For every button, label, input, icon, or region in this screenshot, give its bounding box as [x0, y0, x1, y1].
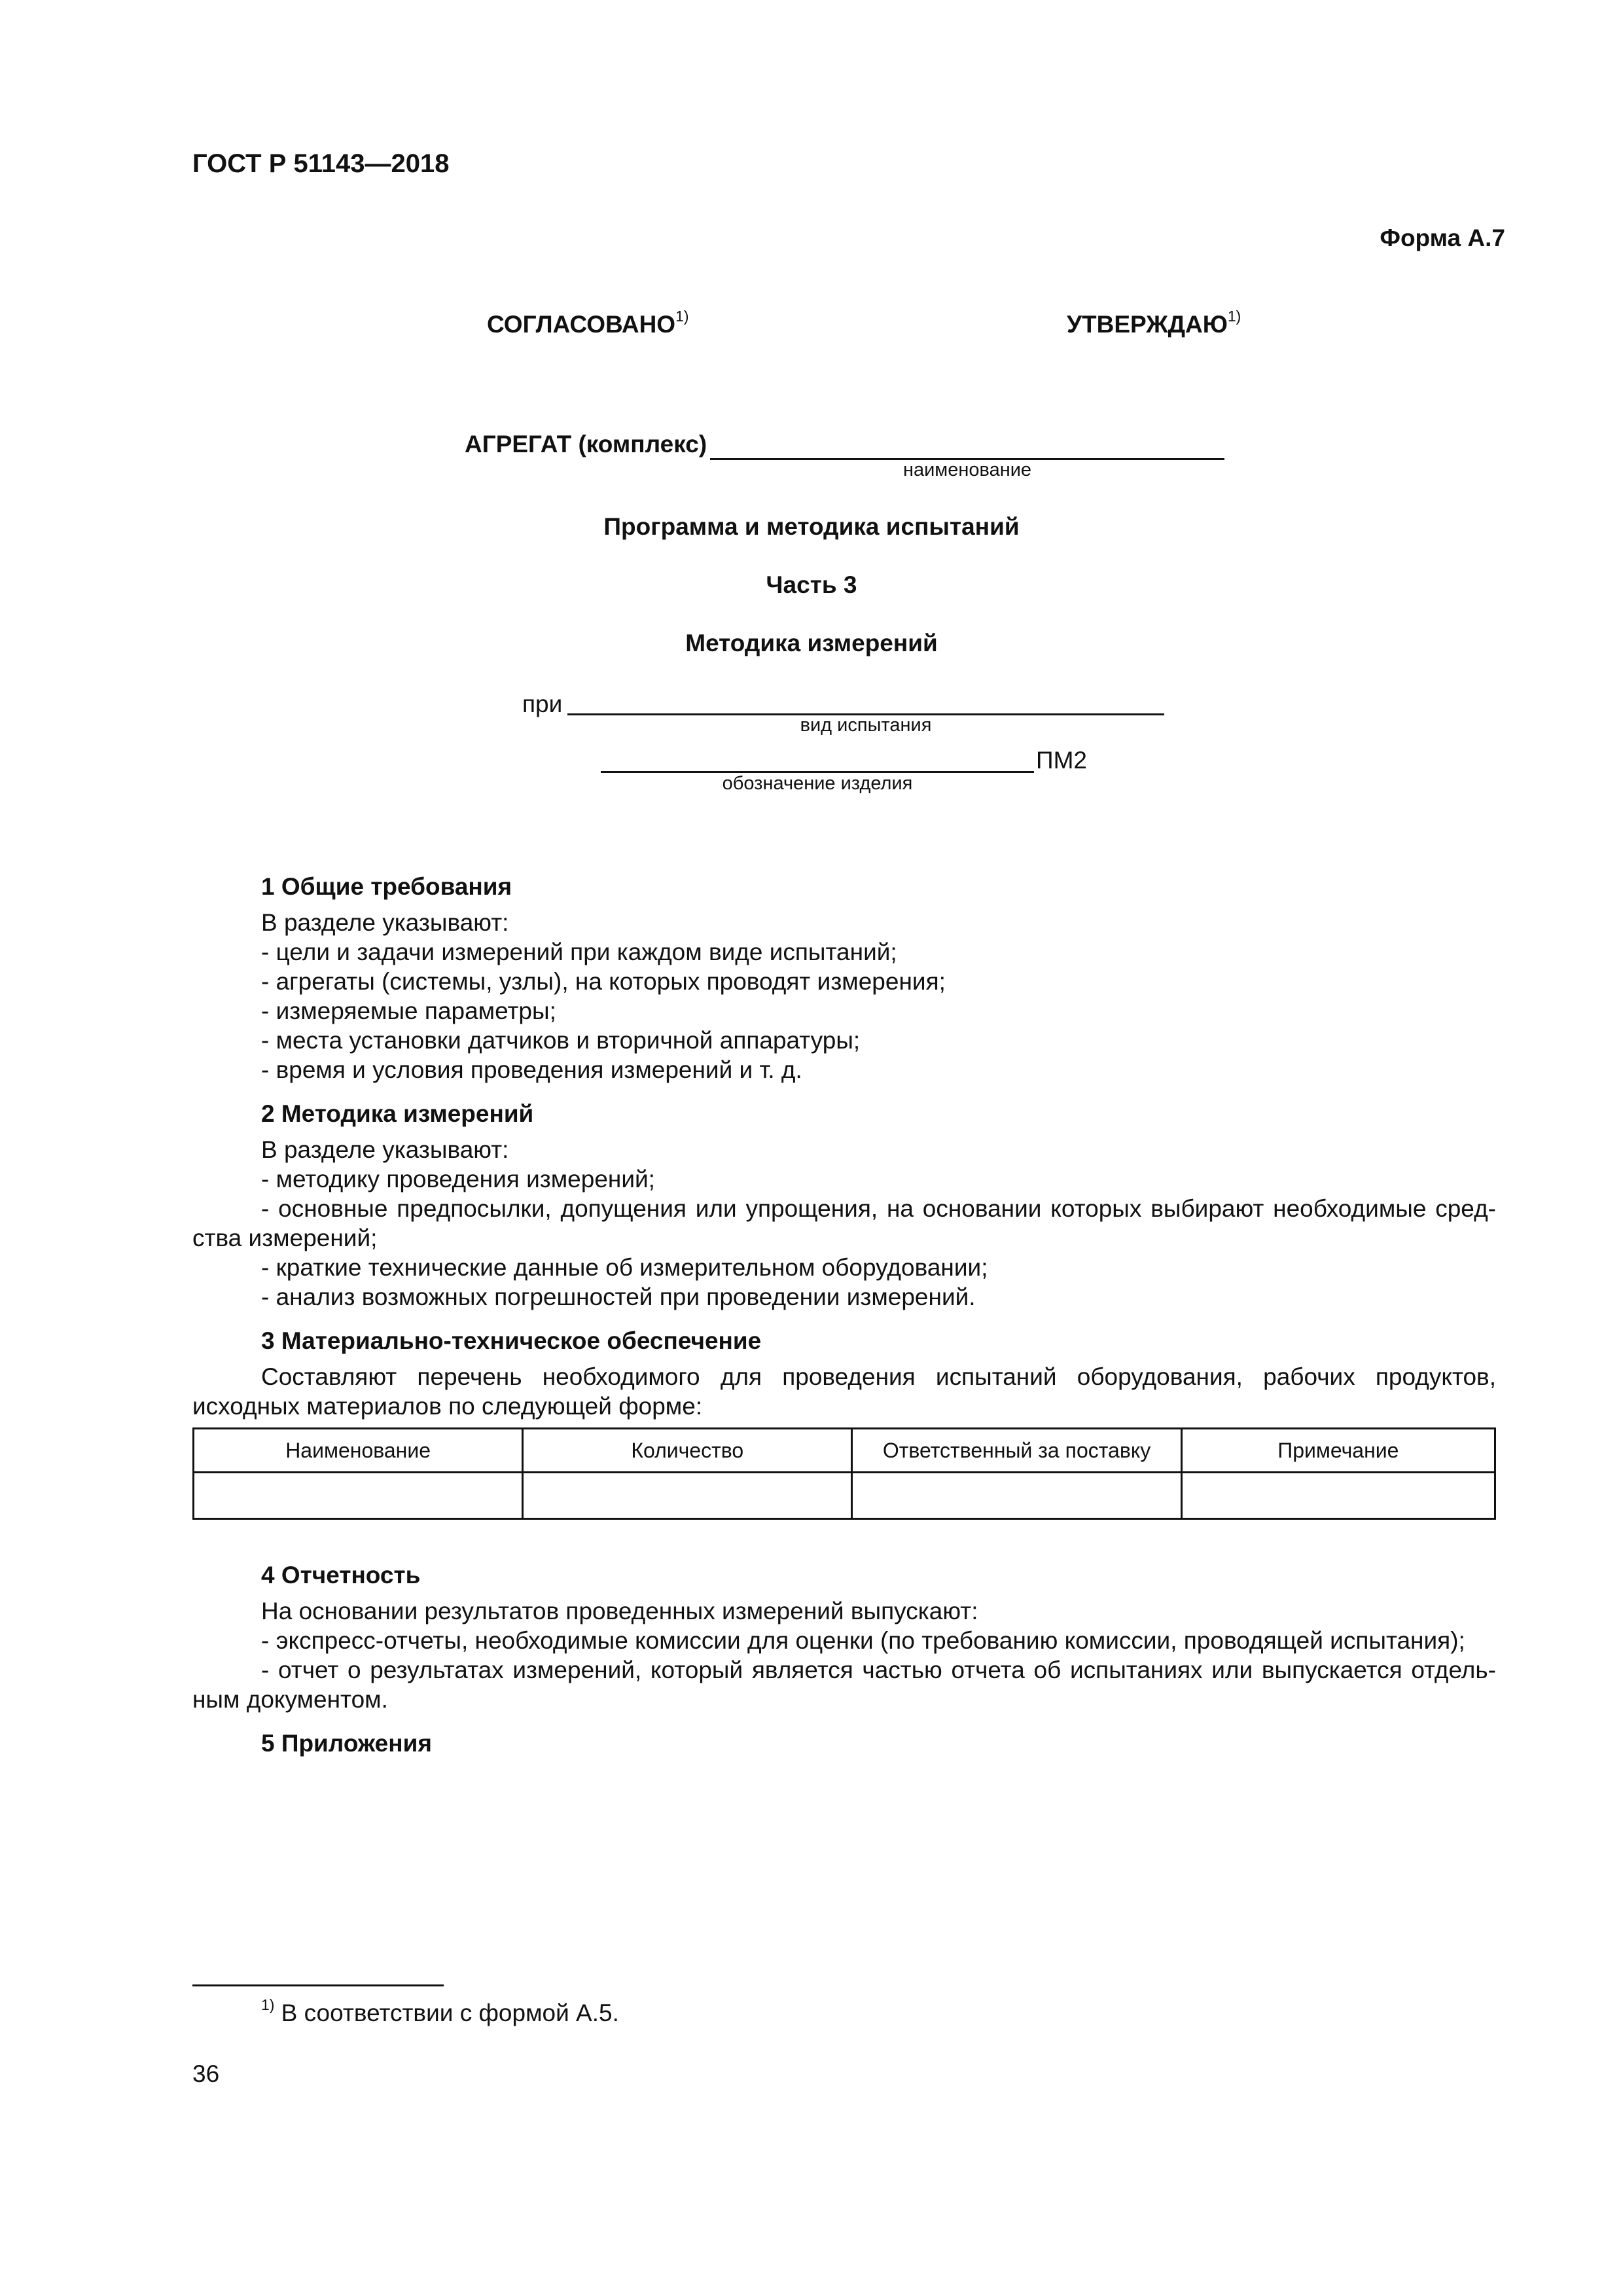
section-4-heading: 4 Отчетность [261, 1562, 421, 1588]
table-header-row [194, 1429, 1495, 1473]
list-item: - краткие технические данные об измерительном оборудовании; [261, 1254, 988, 1281]
section-1-intro: В разделе указывают: [261, 909, 509, 936]
table-cell [852, 1473, 1181, 1519]
column-header-note: Примечание [1181, 1429, 1495, 1473]
list-item: - анализ возможных погрешностей при проведении измерений. [261, 1283, 976, 1310]
page-number: 36 [192, 2060, 220, 2087]
list-item: - время и условия проведения измерений и т. д. [261, 1056, 802, 1083]
list-item: - экспресс-отчеты, необходимые комиссии для оценки (по требованию комиссии, проводящей испытания); [261, 1627, 1465, 1654]
table-cell [1181, 1473, 1495, 1519]
section-3-heading: 3 Материально-техническое обеспечение [261, 1327, 762, 1354]
product-designation-hint: обозначение изделия [722, 773, 913, 794]
table-cell [194, 1473, 523, 1519]
approved-label: УТВЕРЖДАЮ [1067, 311, 1228, 338]
section-1-heading: 1 Общие требования [261, 873, 512, 900]
column-header-quantity: Количество [523, 1429, 852, 1473]
list-item: - измеряемые параметры; [261, 997, 556, 1024]
section-4-intro: На основании результатов проведенных измерений выпускают: [261, 1598, 978, 1624]
footnote-ref: 1) [675, 307, 689, 325]
section-3-text: Составляют перечень необходимого для проведения испытаний оборудования, рабочих продуктов, исходных материалов по следующей форме: [192, 1363, 1496, 1420]
test-type-hint: вид испытания [800, 715, 932, 736]
list-item: - основные предпосылки, допущения или упрощения, на основании которых выбирают необходимые средства измерений; [192, 1195, 1496, 1251]
footnote [261, 1996, 619, 2027]
product-designation-suffix: ПМ2 [1036, 747, 1087, 774]
approved-stamp [1067, 307, 1241, 338]
footnote-separator [192, 1984, 444, 1986]
table-cell [523, 1473, 852, 1519]
section-2-intro: В разделе указывают: [261, 1136, 509, 1163]
section-5-heading: 5 Приложения [261, 1730, 432, 1757]
footnote-mark: 1) [261, 1996, 275, 2013]
document-body [192, 872, 1496, 1765]
agreed-stamp [487, 307, 689, 338]
table-row [194, 1473, 1495, 1519]
supply-table [192, 1427, 1496, 1520]
list-item: - методику проведения измерений; [261, 1166, 655, 1193]
unit-name-hint: наименование [902, 459, 1032, 480]
part-title: Часть 3 [766, 571, 857, 598]
list-item: - агрегаты (системы, узлы), на которых проводят измерения; [261, 968, 946, 995]
document-standard-number: ГОСТ Р 51143—2018 [192, 149, 450, 178]
footnote-ref: 1) [1227, 307, 1241, 325]
list-item: - цели и задачи измерений при каждом виде испытаний; [261, 939, 897, 965]
method-title: Методика измерений [685, 630, 938, 656]
agreed-label: СОГЛАСОВАНО [487, 311, 676, 338]
column-header-name: Наименование [194, 1429, 523, 1473]
section-2-heading: 2 Методика измерений [261, 1100, 534, 1127]
footnote-text: В соответствии с формой А.5. [274, 2000, 619, 2026]
test-type-prefix: при [522, 691, 563, 717]
list-item: - отчет о результатах измерений, который является частью отчета об испытаниях или выпускается отдельным документом. [192, 1657, 1496, 1713]
unit-label: АГРЕГАТ (комплекс) [465, 431, 707, 457]
form-label: Форма А.7 [1380, 224, 1505, 251]
column-header-responsible: Ответственный за поставку [852, 1429, 1181, 1473]
program-title: Программа и методика испытаний [603, 513, 1020, 540]
list-item: - места установки датчиков и вторичной аппаратуры; [261, 1027, 861, 1054]
